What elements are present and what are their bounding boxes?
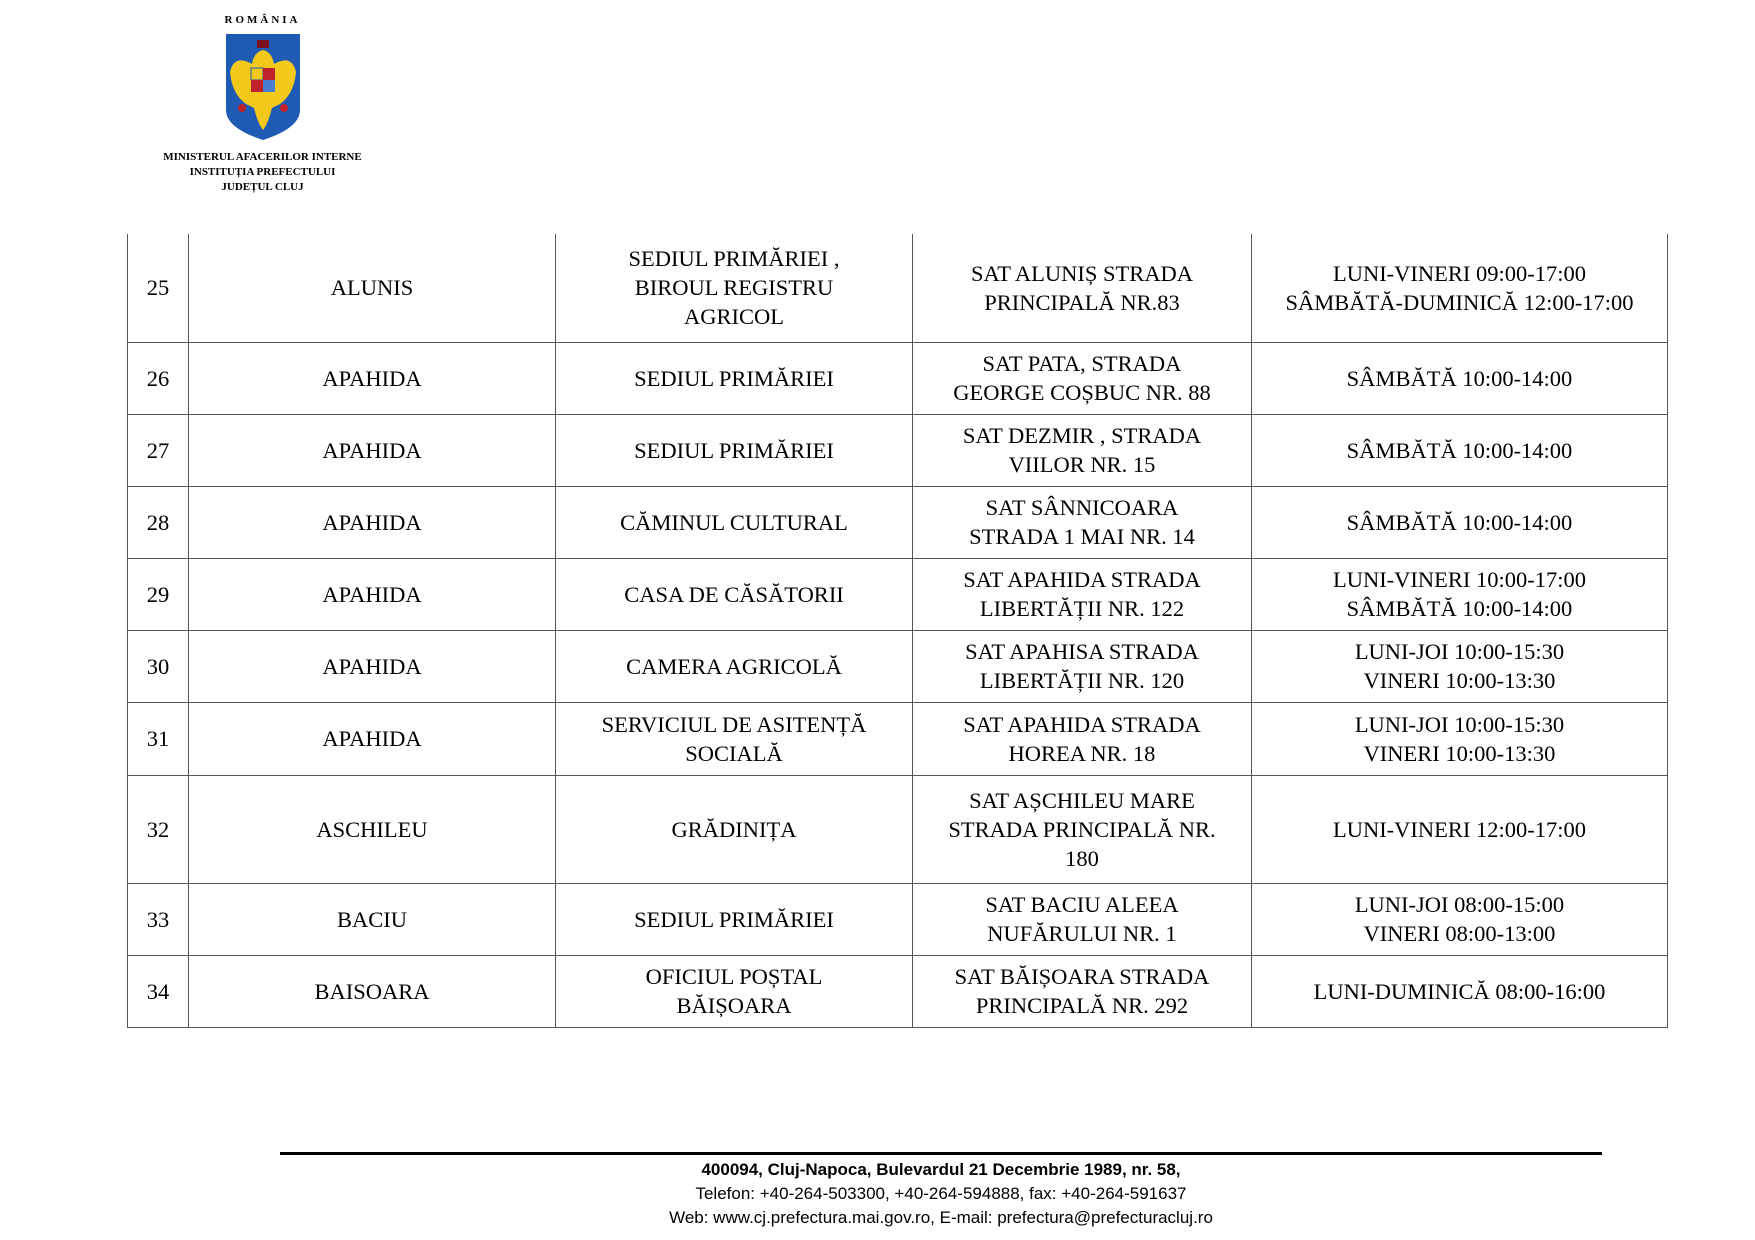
- address-line: SAT APAHIDA STRADA: [963, 711, 1201, 737]
- cell-locality: ALUNIS: [189, 234, 556, 342]
- address-line: VIILOR NR. 15: [1008, 452, 1156, 477]
- address-line: SAT SÂNNICOARA: [985, 495, 1179, 520]
- table-row: [128, 702, 1668, 775]
- letterhead: [150, 14, 375, 195]
- cell-location-name: [556, 486, 913, 558]
- schedule-line: SÂMBĂTĂ 10:00-14:00: [1346, 365, 1573, 391]
- address-line: SAT DEZMIR , STRADA: [962, 423, 1202, 448]
- cell-location-name: [556, 234, 913, 342]
- location-name-line: BIROUL REGISTRU: [634, 275, 834, 301]
- table-row: [128, 558, 1668, 630]
- cell-location-name: [556, 630, 913, 702]
- cell-schedule: [1252, 342, 1668, 414]
- cell-location-name: [556, 558, 913, 630]
- schedule-line: SÂMBĂTĂ 10:00-14:00: [1346, 437, 1573, 463]
- address-line: SAT BACIU ALEEA: [985, 892, 1179, 917]
- cell-schedule: [1252, 775, 1668, 883]
- cell-schedule: [1252, 558, 1668, 630]
- location-name-line: SOCIALĂ: [685, 740, 783, 766]
- address-line: SAT APAHISA STRADA: [965, 639, 1199, 664]
- address-line: GEORGE COȘBUC NR. 88: [953, 380, 1211, 405]
- table-row: [128, 883, 1668, 955]
- address-line: LIBERTĂȚII NR. 120: [979, 668, 1185, 693]
- table-row: [128, 955, 1668, 1027]
- address-line: 180: [1065, 845, 1099, 871]
- cell-locality: APAHIDA: [189, 414, 556, 486]
- address-line: NUFĂRULUI NR. 1: [987, 921, 1177, 946]
- location-name-line: SEDIUL PRIMĂRIEI: [634, 906, 834, 932]
- address-line: STRADA 1 MAI NR. 14: [969, 524, 1195, 549]
- cell-address: [913, 414, 1252, 486]
- polling-locations-table: [127, 234, 1668, 1028]
- cell-row-number: 25: [128, 234, 189, 342]
- schedule-line: VINERI 08:00-13:00: [1363, 921, 1556, 946]
- address-line: SAT AȘCHILEU MARE: [969, 787, 1195, 813]
- address-line: PRINCIPALĂ NR.83: [984, 289, 1180, 315]
- location-name-line: CAMERA AGRICOLĂ: [626, 653, 842, 679]
- cell-locality: BACIU: [189, 883, 556, 955]
- cell-address: [913, 486, 1252, 558]
- cell-row-number: 27: [128, 414, 189, 486]
- location-name-line: CASA DE CĂSĂTORII: [624, 581, 844, 607]
- schedule-line: SÂMBĂTĂ 10:00-14:00: [1346, 509, 1573, 535]
- table-row: [128, 630, 1668, 702]
- cell-row-number: 28: [128, 486, 189, 558]
- table-row: [128, 486, 1668, 558]
- cell-location-name: [556, 702, 913, 775]
- cell-location-name: [556, 414, 913, 486]
- cell-schedule: [1252, 955, 1668, 1027]
- cell-address: [913, 955, 1252, 1027]
- footer-address: 400094, Cluj-Napoca, Bulevardul 21 Decembrie 1989, nr. 58,: [701, 1160, 1181, 1179]
- table-row: [128, 775, 1668, 883]
- cell-address: [913, 630, 1252, 702]
- location-name-line: SEDIUL PRIMĂRIEI: [634, 437, 834, 463]
- location-name-line: SERVICIUL DE ASITENȚĂ: [601, 711, 867, 737]
- cell-location-name: [556, 342, 913, 414]
- footer-divider: [280, 1152, 1602, 1155]
- schedule-line: SÂMBĂTĂ-DUMINICĂ 12:00-17:00: [1285, 289, 1634, 315]
- cell-schedule: [1252, 486, 1668, 558]
- schedule-line: LUNI-VINERI 09:00-17:00: [1332, 260, 1587, 286]
- schedule-line: LUNI-VINERI 12:00-17:00: [1332, 816, 1587, 842]
- cell-schedule: [1252, 883, 1668, 955]
- table-row: [128, 342, 1668, 414]
- cell-row-number: 34: [128, 955, 189, 1027]
- country-name: ROMÂNIA: [224, 14, 301, 26]
- address-line: PRINCIPALĂ NR. 292: [975, 993, 1189, 1018]
- location-name-line: SEDIUL PRIMĂRIEI: [634, 365, 834, 391]
- cell-schedule: [1252, 414, 1668, 486]
- location-name-line: SEDIUL PRIMĂRIEI ,: [628, 246, 840, 272]
- cell-row-number: 29: [128, 558, 189, 630]
- cell-row-number: 31: [128, 702, 189, 775]
- cell-location-name: [556, 955, 913, 1027]
- cell-address: [913, 775, 1252, 883]
- schedule-line: LUNI-JOI 10:00-15:30: [1354, 639, 1565, 664]
- address-line: SAT PATA, STRADA: [982, 351, 1182, 376]
- address-line: SAT BĂIȘOARA STRADA: [954, 964, 1210, 989]
- cell-row-number: 26: [128, 342, 189, 414]
- cell-address: [913, 702, 1252, 775]
- cell-locality: ASCHILEU: [189, 775, 556, 883]
- cell-row-number: 33: [128, 883, 189, 955]
- coat-of-arms-icon: [224, 32, 302, 142]
- cell-schedule: [1252, 234, 1668, 342]
- location-name-line: CĂMINUL CULTURAL: [620, 509, 848, 535]
- cell-row-number: 30: [128, 630, 189, 702]
- address-line: LIBERTĂȚII NR. 122: [979, 596, 1185, 621]
- cell-address: [913, 883, 1252, 955]
- location-name-line: BĂIȘOARA: [676, 993, 792, 1018]
- table-row: [128, 414, 1668, 486]
- schedule-line: LUNI-JOI 08:00-15:00: [1354, 892, 1565, 917]
- cell-address: [913, 234, 1252, 342]
- cell-schedule: [1252, 702, 1668, 775]
- footer: [280, 1158, 1602, 1230]
- schedule-line: LUNI-VINERI 10:00-17:00: [1332, 567, 1587, 592]
- location-name-line: OFICIUL POȘTAL: [645, 964, 823, 989]
- table-row: [128, 234, 1668, 342]
- cell-locality: APAHIDA: [189, 558, 556, 630]
- cell-address: [913, 558, 1252, 630]
- cell-location-name: [556, 775, 913, 883]
- schedule-line: SÂMBĂTĂ 10:00-14:00: [1346, 596, 1573, 621]
- address-line: STRADA PRINCIPALĂ NR.: [948, 816, 1216, 842]
- address-line: HOREA NR. 18: [1008, 740, 1156, 766]
- schedule-line: VINERI 10:00-13:30: [1363, 740, 1556, 766]
- cell-locality: APAHIDA: [189, 630, 556, 702]
- cell-schedule: [1252, 630, 1668, 702]
- cell-row-number: 32: [128, 775, 189, 883]
- schedule-line: VINERI 10:00-13:30: [1363, 668, 1556, 693]
- location-name-line: AGRICOL: [684, 304, 784, 330]
- institution-name: MINISTERUL AFACERILOR INTERNE INSTITUȚIA PREFECTULUI JUDEȚUL CLUJ: [163, 151, 362, 193]
- schedule-line: LUNI-DUMINICĂ 08:00-16:00: [1313, 978, 1606, 1004]
- cell-locality: APAHIDA: [189, 342, 556, 414]
- footer-phone: Telefon: +40-264-503300, +40-264-594888, fax: +40-264-591637: [695, 1184, 1187, 1203]
- location-name-line: GRĂDINIȚA: [671, 816, 797, 842]
- cell-address: [913, 342, 1252, 414]
- cell-locality: BAISOARA: [189, 955, 556, 1027]
- cell-locality: APAHIDA: [189, 702, 556, 775]
- cell-location-name: [556, 883, 913, 955]
- footer-web: Web: www.cj.prefectura.mai.gov.ro, E-mail: prefectura@prefecturacluj.ro: [669, 1208, 1213, 1227]
- cell-locality: APAHIDA: [189, 486, 556, 558]
- address-line: SAT ALUNIȘ STRADA: [970, 260, 1194, 286]
- address-line: SAT APAHIDA STRADA: [963, 567, 1201, 592]
- schedule-line: LUNI-JOI 10:00-15:30: [1354, 711, 1565, 737]
